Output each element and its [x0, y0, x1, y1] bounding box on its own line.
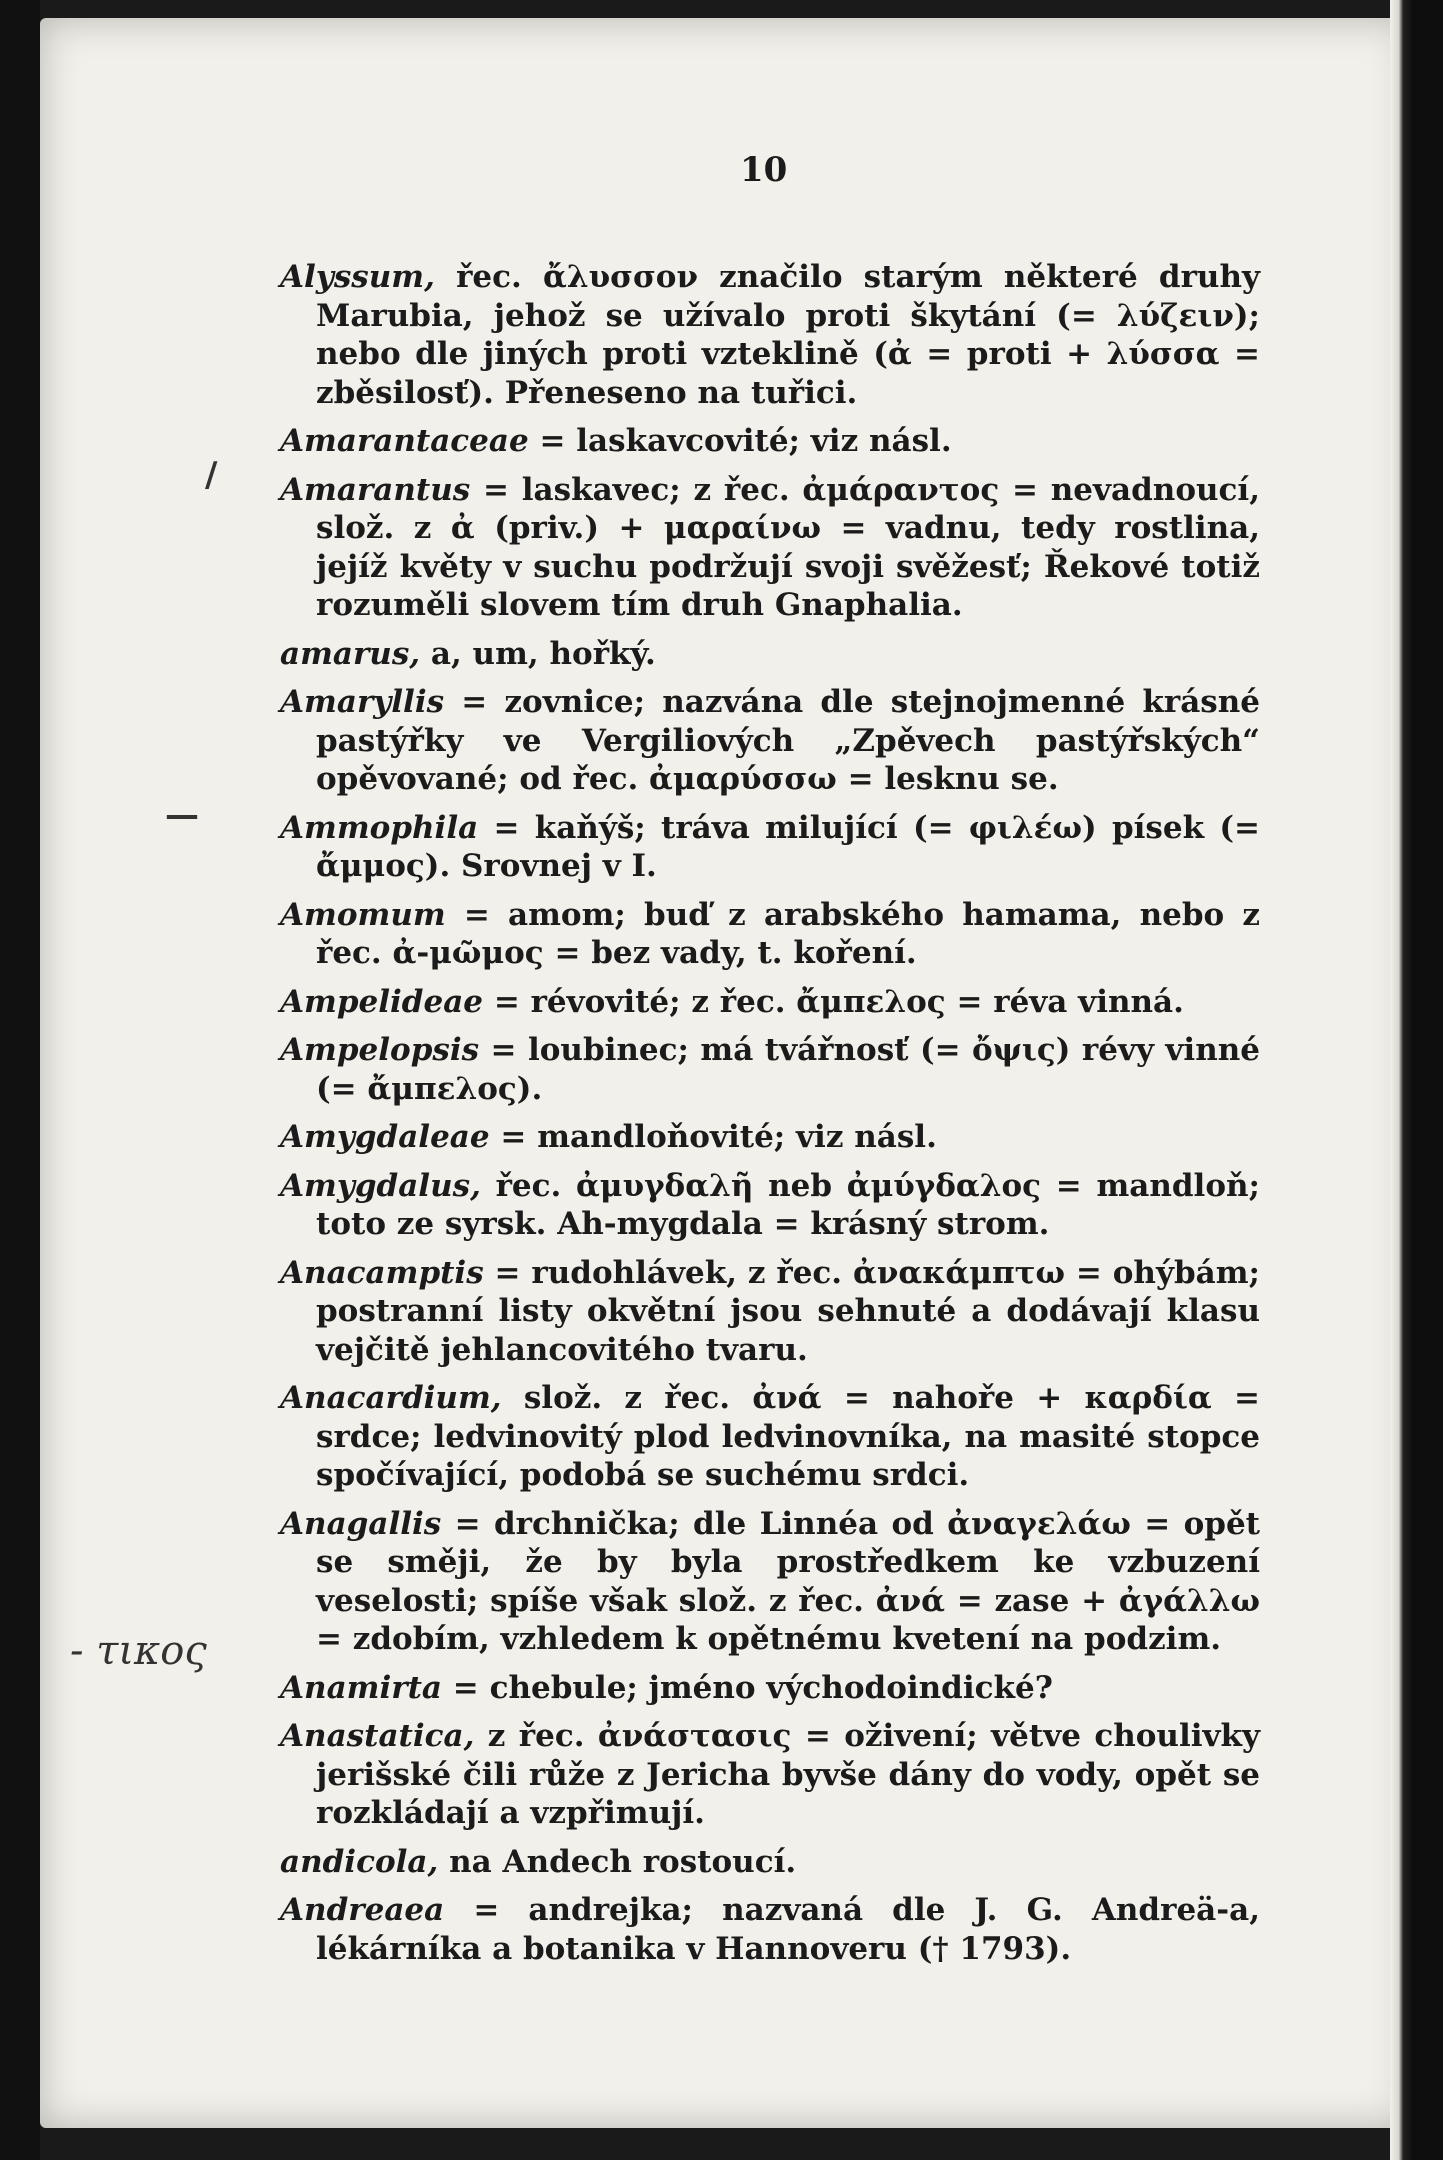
entry-head: Amarantus	[280, 471, 471, 508]
entry-amarus	[280, 635, 1260, 674]
entry-ammophila	[280, 809, 1260, 886]
entry-ampelideae	[280, 983, 1260, 1022]
entry-head: Amygdalus,	[280, 1167, 481, 1204]
entry-head: Alyssum,	[280, 259, 435, 295]
entry-amaryllis	[280, 683, 1260, 799]
entry-head: Ampelopsis	[280, 1032, 480, 1068]
entry-head: Anacardium,	[280, 1380, 502, 1416]
entry-amarantaceae	[280, 422, 1260, 461]
page-number: 10	[740, 150, 788, 190]
entry-alyssum	[280, 258, 1260, 412]
entry-head: Anamirta	[280, 1669, 442, 1706]
entry-text: = mandloňovité; viz násl.	[500, 1119, 937, 1155]
entry-text: = amom; buď z arabského hamama, nebo z řec. ἀ-μῶμος = bez vady, t. koření.	[316, 896, 1260, 971]
entry-text: = kaňýš; tráva milující (= φιλέω) písek (= ἄμμος). Srovnej v I.	[316, 809, 1260, 884]
entry-anamirta	[280, 1669, 1260, 1708]
entry-head: Amarantaceae	[280, 423, 529, 459]
entry-text: slož. z řec. ἀνά = nahoře + καρδία = srdce; ledvinovitý plod ledvinovníka, na masité stopce spočívající, podobá se suchému srdci.	[316, 1380, 1260, 1493]
entry-head: Anastatica,	[280, 1718, 475, 1754]
dictionary-entries	[280, 258, 1260, 1978]
entry-anastatica	[280, 1717, 1260, 1833]
entry-text: řec. ἀμυγδαλῆ neb ἀμύγδαλος = mandloň; toto ze syrsk. Ah-mygdala = krásný strom.	[316, 1167, 1260, 1242]
entry-text: na Andech rostoucí.	[449, 1843, 797, 1880]
entry-text: řec. ἄλυσσον značilo starým některé druhy Marubia, jehož se užívalo proti škytání (= λύζειν); nebo dle jiných proti vzteklině (ἀ = proti + λύσσα = zběsilosť). Přeneseno na tuřici.	[316, 259, 1260, 411]
entry-amygdaleae	[280, 1118, 1260, 1157]
scan-frame-left	[0, 0, 40, 2160]
entry-anacamptis	[280, 1254, 1260, 1370]
entry-head: andicola,	[280, 1843, 439, 1880]
margin-mark: /	[205, 455, 218, 495]
entry-text: = drchnička; dle Linnéa od ἀναγελάω = opět se směji, že by byla prostředkem ke vzbuzení veselosti; spíše však slož. z řec. ἀνά = zase + ἀγάλλω = zdobím, vzhledem k opětnému kvetení na podzim.	[316, 1505, 1261, 1657]
scan-frame-right-edge	[1390, 0, 1412, 2160]
entry-anacardium	[280, 1379, 1260, 1495]
handwritten-margin-note: - τικος	[70, 1628, 207, 1674]
entry-andicola	[280, 1843, 1260, 1882]
entry-ampelopsis	[280, 1031, 1260, 1108]
entry-head: Ampelideae	[280, 983, 484, 1020]
entry-amomum	[280, 896, 1260, 973]
scan-frame-right	[1412, 0, 1443, 2160]
entry-text: = laskavec; z řec. ἀμάραντος = nevadnoucí, slož. z ἀ (priv.) + μαραίνω = vadnu, tedy rostlina, jejíž květy v suchu podržují svoji svěžesť; Řekové totiž rozuměli slovem tím druh Gnaphalia.	[316, 471, 1260, 623]
entry-text: = rudohlávek, z řec. ἀνακάμπτω = ohýbám; postranní listy okvětní jsou sehnuté a dodávají klasu vejčitě jehlancovitého tvaru.	[316, 1254, 1260, 1368]
entry-text: = loubinec; má tvářnosť (= ὄψις) révy vinné (= ἄμπελος).	[316, 1032, 1260, 1107]
entry-text: z řec. ἀνάστασις = oživení; větve choulivky jerišské čili růže z Jericha byvše dány do vody, opět se rozkládají a vzpřimují.	[316, 1718, 1261, 1831]
margin-dash: —	[165, 795, 199, 835]
entry-text: = révovité; z řec. ἄμπελος = réva vinná.	[493, 983, 1184, 1020]
entry-text: a, um, hořký.	[430, 635, 656, 672]
entry-text: = zovnice; nazvána dle stejnojmenné krásné pastýřky ve Vergiliových „Zpěvech pastýřských“ opěvované; od řec. ἀμαρύσσω = lesknu se.	[316, 684, 1261, 797]
entry-head: Amomum	[280, 896, 446, 933]
entry-text: = laskavcovité; viz násl.	[539, 423, 952, 459]
entry-head: Ammophila	[280, 809, 479, 846]
entry-amygdalus	[280, 1167, 1260, 1244]
entry-head: Andreaea	[280, 1892, 445, 1928]
entry-head: Amaryllis	[280, 684, 445, 720]
entry-andreaea	[280, 1891, 1260, 1968]
entry-anagallis	[280, 1505, 1260, 1659]
entry-text: = chebule; jméno východoindické?	[452, 1669, 1053, 1706]
entry-amarantus	[280, 471, 1260, 625]
entry-head: amarus,	[280, 635, 421, 672]
entry-head: Anacamptis	[280, 1254, 484, 1291]
entry-text: = andrejka; nazvaná dle J. G. Andreä-a, lékárníka a botanika v Hannoveru († 1793).	[316, 1892, 1260, 1967]
entry-head: Amygdaleae	[280, 1119, 490, 1155]
entry-head: Anagallis	[280, 1505, 442, 1542]
